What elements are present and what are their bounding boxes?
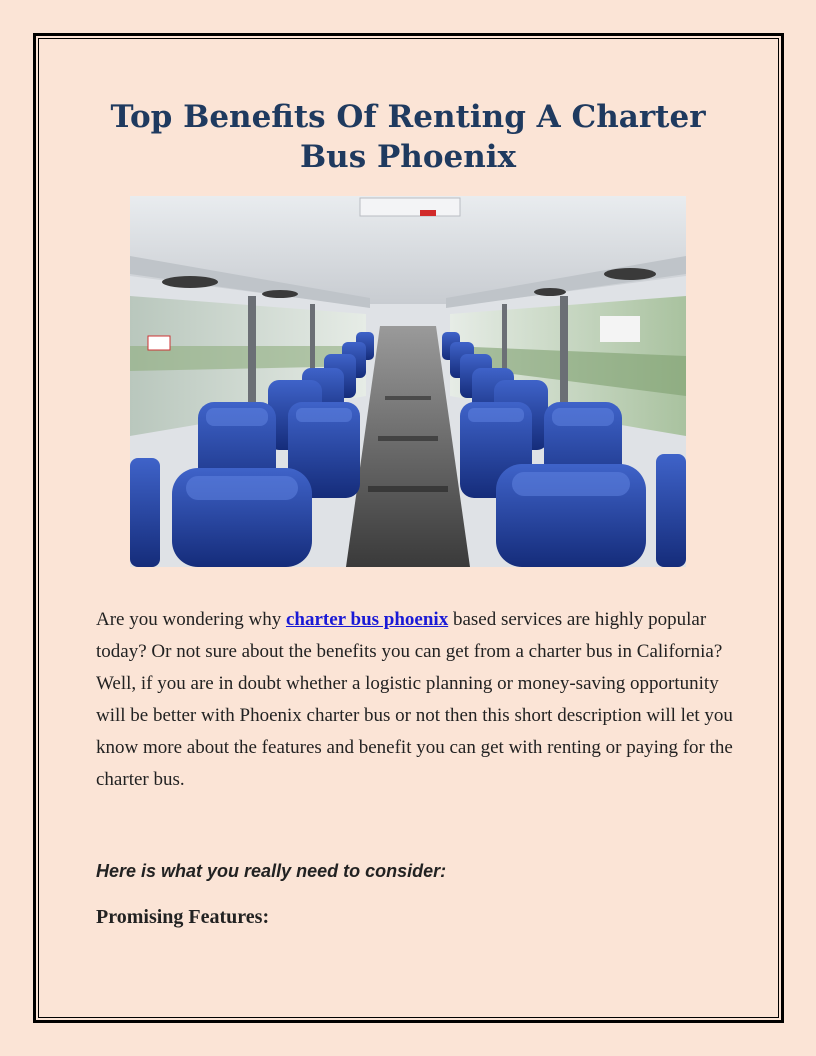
bus-interior-image bbox=[130, 196, 686, 567]
consider-heading: Here is what you really need to consider: bbox=[96, 861, 447, 881]
intro-text-before-link: Are you wondering why bbox=[96, 609, 286, 630]
intro-paragraph bbox=[96, 604, 736, 796]
page-title: Top Benefits Of Renting A Charter Bus Phoenix bbox=[110, 99, 706, 175]
features-heading: Promising Features: bbox=[96, 906, 270, 928]
charter-bus-phoenix-link[interactable]: charter bus phoenix bbox=[285, 609, 449, 630]
intro-text-after-link: based services are highly popular today? Or not sure about the benefits you can get from a charter bus in California? Well, if you are in doubt whether a logistic planning or money-saving opportunity will be better with Phoenix charter bus or not then this short description will let you know more about the features and benefit you can get with renting or paying for the charter bus. bbox=[96, 609, 733, 790]
